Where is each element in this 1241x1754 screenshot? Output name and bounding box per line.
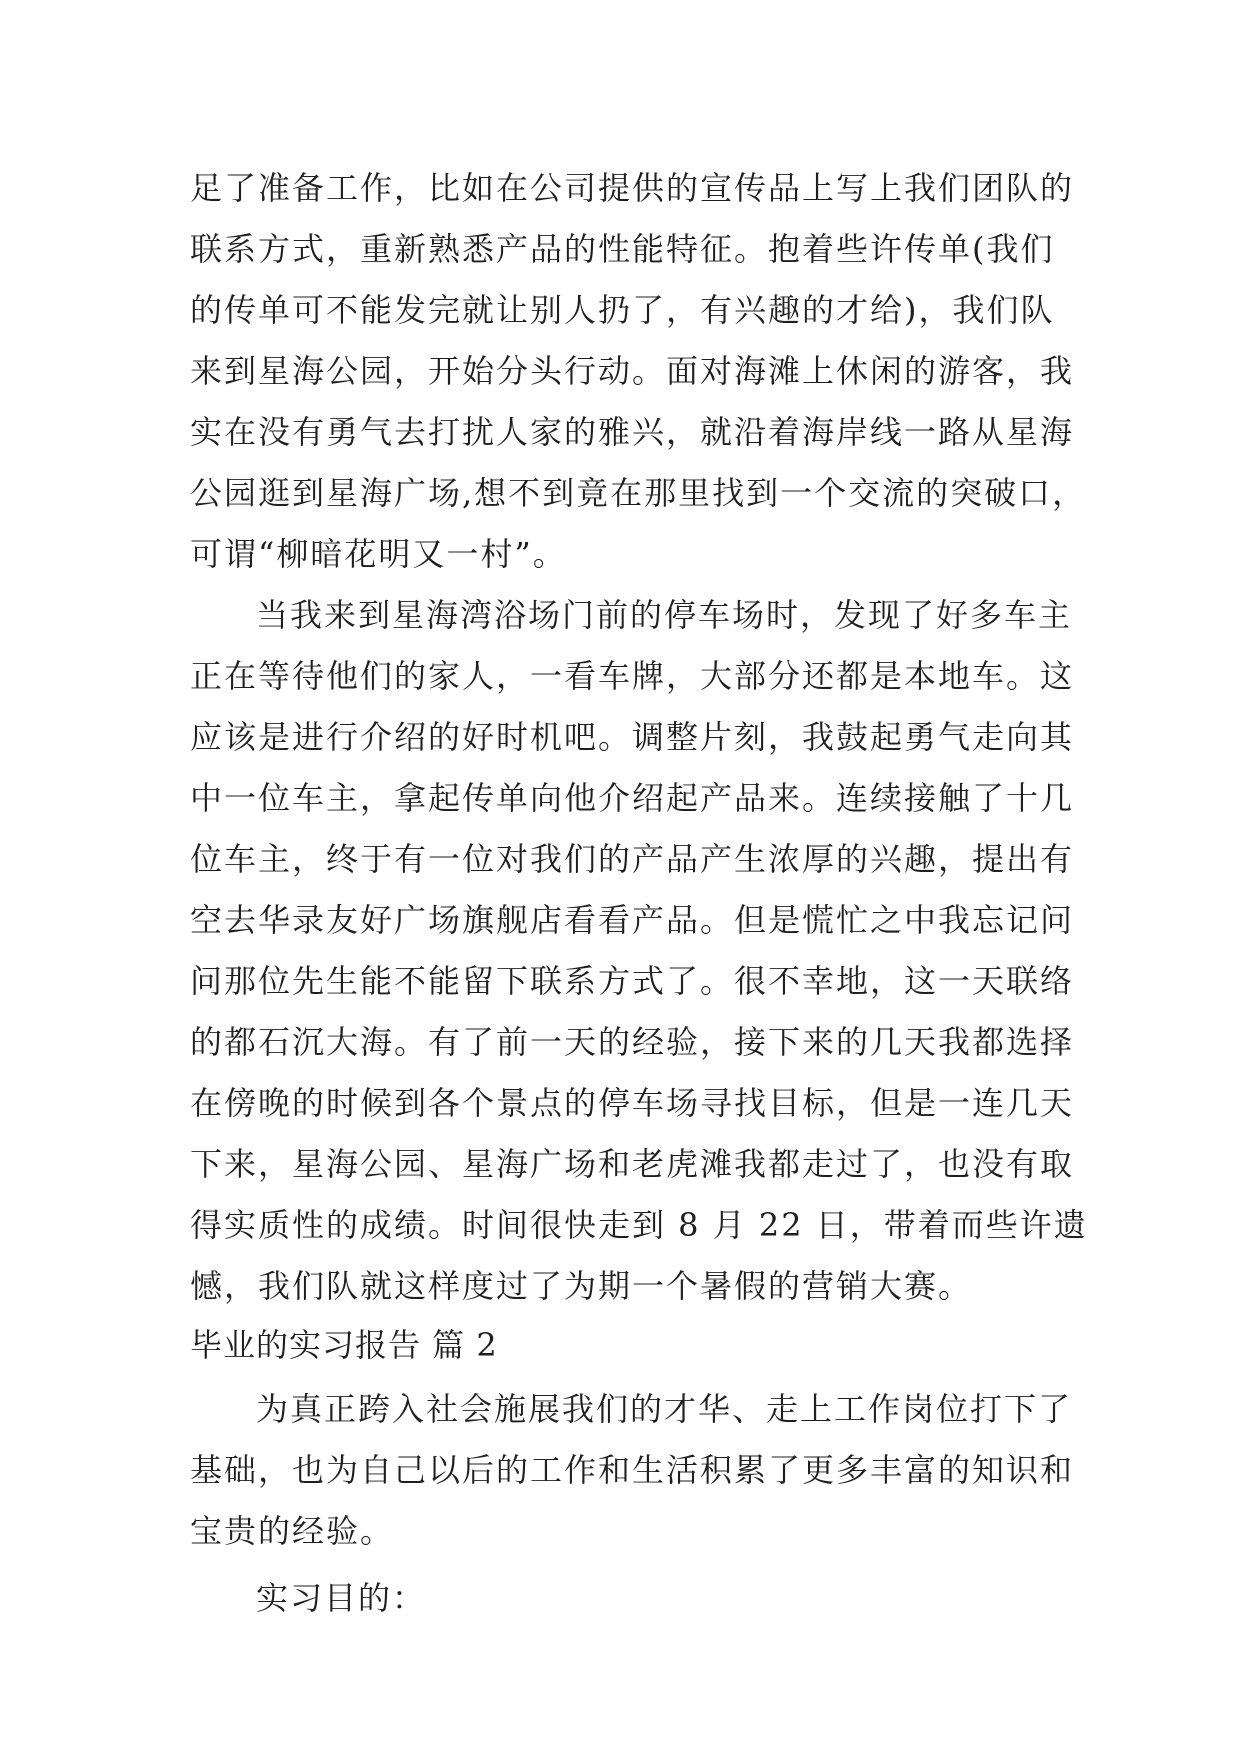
paragraph-line: 基础，也为自己以后的工作和生活积累了更多丰富的知识和: [190, 1451, 1075, 1489]
paragraph-line: 足了准备工作，比如在公司提供的宣传品上写上我们团队的: [190, 169, 1075, 207]
paragraph-line: 得实质性的成绩。时间很快走到 8 月 22 日，带着而些许遗: [190, 1206, 1088, 1244]
paragraph-line: 应该是进行介绍的好时机吧。调整片刻，我鼓起勇气走向其: [190, 718, 1075, 756]
paragraph-3: [190, 1379, 1090, 1562]
paragraph-line: 为真正跨入社会施展我们的才华、走上工作岗位打下了: [256, 1390, 1073, 1428]
paragraph-line: 宝贵的经验。: [190, 1512, 395, 1550]
paragraph-line: 空去华录友好广场旗舰店看看产品。但是慌忙之中我忘记问: [190, 901, 1075, 939]
paragraph-4: [190, 1568, 1090, 1629]
paragraph-line: 下来，星海公园、星海广场和老虎滩我都走过了，也没有取: [190, 1145, 1075, 1183]
paragraph-line: 实习目的：: [256, 1579, 427, 1617]
section-heading: 毕业的实习报告 篇 2: [190, 1326, 498, 1364]
paragraph-line: 联系方式，重新熟悉产品的性能特征。抱着些许传单(我们: [190, 230, 1055, 268]
paragraph-line: 的传单可不能发完就让别人扔了，有兴趣的才给)，我们队: [190, 291, 1055, 329]
paragraph-line: 憾，我们队就这样度过了为期一个暑假的营销大赛。: [190, 1267, 973, 1305]
paragraph-line: 位车主，终于有一位对我们的产品产生浓厚的兴趣，提出有: [190, 840, 1075, 878]
document-body: [190, 158, 1090, 1629]
paragraph-line: 的都石沉大海。有了前一天的经验，接下来的几天我都选择: [190, 1023, 1075, 1061]
paragraph-1: [190, 158, 1090, 585]
paragraph-line: 正在等待他们的家人，一看车牌，大部分还都是本地车。这: [190, 657, 1075, 695]
paragraph-line: 可谓“柳暗花明又一村”。: [190, 535, 567, 573]
paragraph-line: 在傍晚的时候到各个景点的停车场寻找目标，但是一连几天: [190, 1084, 1075, 1122]
paragraph-line: 当我来到星海湾浴场门前的停车场时，发现了好多车主: [256, 596, 1073, 634]
paragraph-line: 实在没有勇气去打扰人家的雅兴，就沿着海岸线一路从星海: [190, 413, 1075, 451]
paragraph-2: [190, 585, 1090, 1317]
paragraph-line: 来到星海公园，开始分头行动。面对海滩上休闲的游客，我: [190, 352, 1075, 390]
paragraph-line: 中一位车主，拿起传单向他介绍起产品来。连续接触了十几: [190, 779, 1075, 817]
paragraph-line: 公园逛到星海广场,想不到竟在那里找到一个交流的突破口，: [190, 474, 1087, 512]
paragraph-line: 问那位先生能不能留下联系方式了。很不幸地，这一天联络: [190, 962, 1075, 1000]
